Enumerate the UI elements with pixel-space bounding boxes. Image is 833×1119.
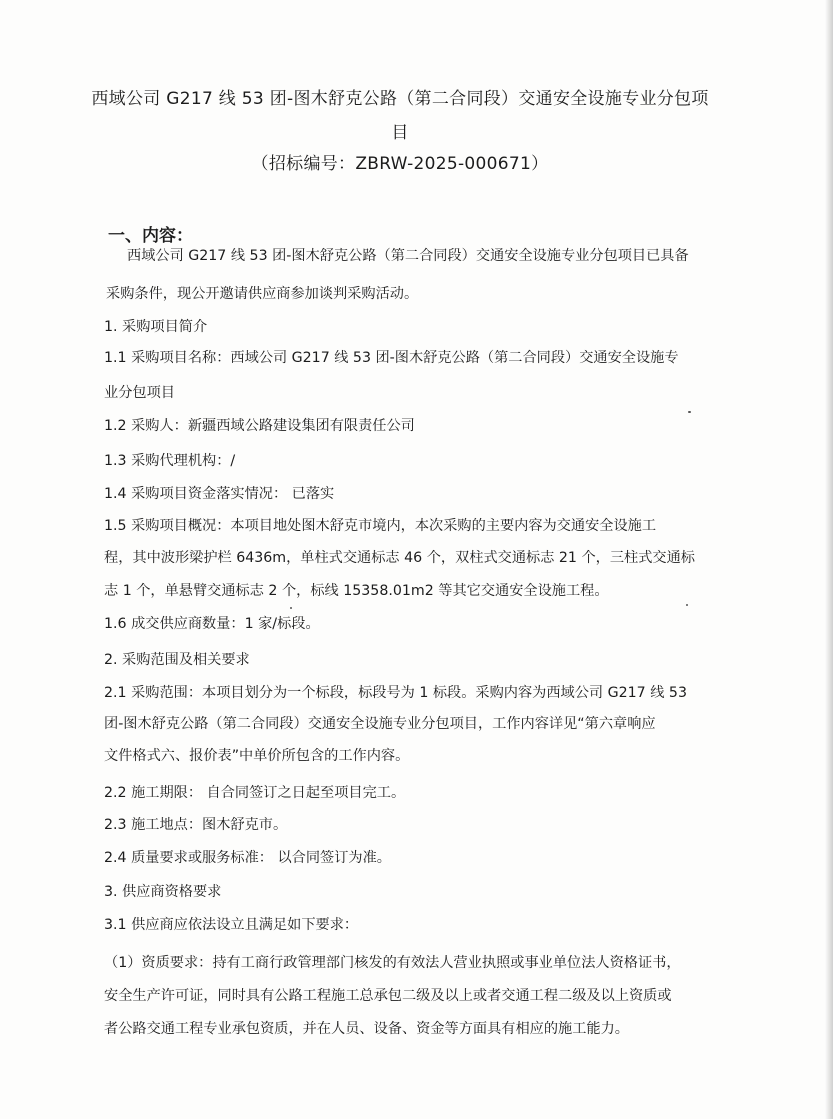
item-2-1-cont-2: 文件格式六、报价表”中单价所包含的工作内容。: [104, 748, 410, 764]
qualification-cont-1: 安全生产许可证，同时具有公路工程施工总承包二级及以上或者交通工程二级及以上资质或: [104, 988, 672, 1004]
item-3: 3. 供应商资格要求: [104, 884, 222, 900]
item-2: 2. 采购范围及相关要求: [104, 652, 250, 668]
item-2-4: 2.4 质量要求或服务标准： 以合同签订为准。: [104, 850, 391, 866]
scan-speck: [688, 411, 691, 413]
tender-number: （招标编号：ZBRW-2025-000671）: [251, 154, 549, 174]
item-1-6: 1.6 成交供应商数量：1 家/标段。: [104, 616, 320, 632]
document-title-line-2: 目: [391, 123, 409, 143]
scan-speck: [290, 607, 292, 609]
qualification-cont-2: 者公路交通工程专业承包资质，并在人员、设备、资金等方面具有相应的施工能力。: [104, 1021, 629, 1037]
item-2-3: 2.3 施工地点：图木舒克市。: [104, 817, 288, 833]
intro-line-1: 西域公司 G217 线 53 团-图木舒克公路（第二合同段）交通安全设施专业分包项目已具备: [127, 248, 689, 264]
item-2-2: 2.2 施工期限： 自合同签订之日起至项目完工。: [104, 785, 406, 801]
scan-speck: [686, 604, 688, 606]
intro-line-2: 采购条件，现公开邀请供应商参加谈判采购活动。: [106, 286, 419, 302]
item-1-2: 1.2 采购人：新疆西域公路建设集团有限责任公司: [104, 418, 415, 434]
section-heading: 一、内容：: [108, 226, 193, 246]
page-edge-shadow: [825, 0, 833, 1119]
item-3-1: 3.1 供应商应依法设立且满足如下要求：: [104, 917, 359, 933]
item-2-1-cont-1: 团-图木舒克公路（第二合同段）交通安全设施专业分包项目，工作内容详见“第六章响应: [104, 716, 656, 732]
item-1-5-cont-2: 志 1 个，单悬臂交通标志 2 个，标线 15358.01m2 等其它交通安全设施工程。: [104, 583, 609, 599]
item-2-1: 2.1 采购范围：本项目划分为一个标段，标段号为 1 标段。采购内容为西域公司 G217 线 53: [104, 685, 687, 701]
item-1: 1. 采购项目简介: [104, 319, 208, 335]
qualification-requirement: （1）资质要求：持有工商行政管理部门核发的有效法人营业执照或事业单位法人资格证书，: [104, 955, 681, 971]
item-1-1-cont: 业分包项目: [104, 385, 175, 401]
item-1-5: 1.5 采购项目概况：本项目地处图木舒克市境内，本次采购的主要内容为交通安全设施工: [104, 518, 657, 534]
document-title-line-1: 西域公司 G217 线 53 团-图木舒克公路（第二合同段）交通安全设施专业分包项: [91, 89, 709, 109]
item-1-5-cont-1: 程，其中波形梁护栏 6436m，单柱式交通标志 46 个，双柱式交通标志 21 个，三柱式交通标: [104, 550, 695, 566]
item-1-1: 1.1 采购项目名称：西域公司 G217 线 53 团-图木舒克公路（第二合同段）交通安全设施专: [104, 350, 679, 366]
item-1-4: 1.4 采购项目资金落实情况： 已落实: [104, 486, 335, 502]
item-1-3: 1.3 采购代理机构：/: [104, 453, 236, 469]
